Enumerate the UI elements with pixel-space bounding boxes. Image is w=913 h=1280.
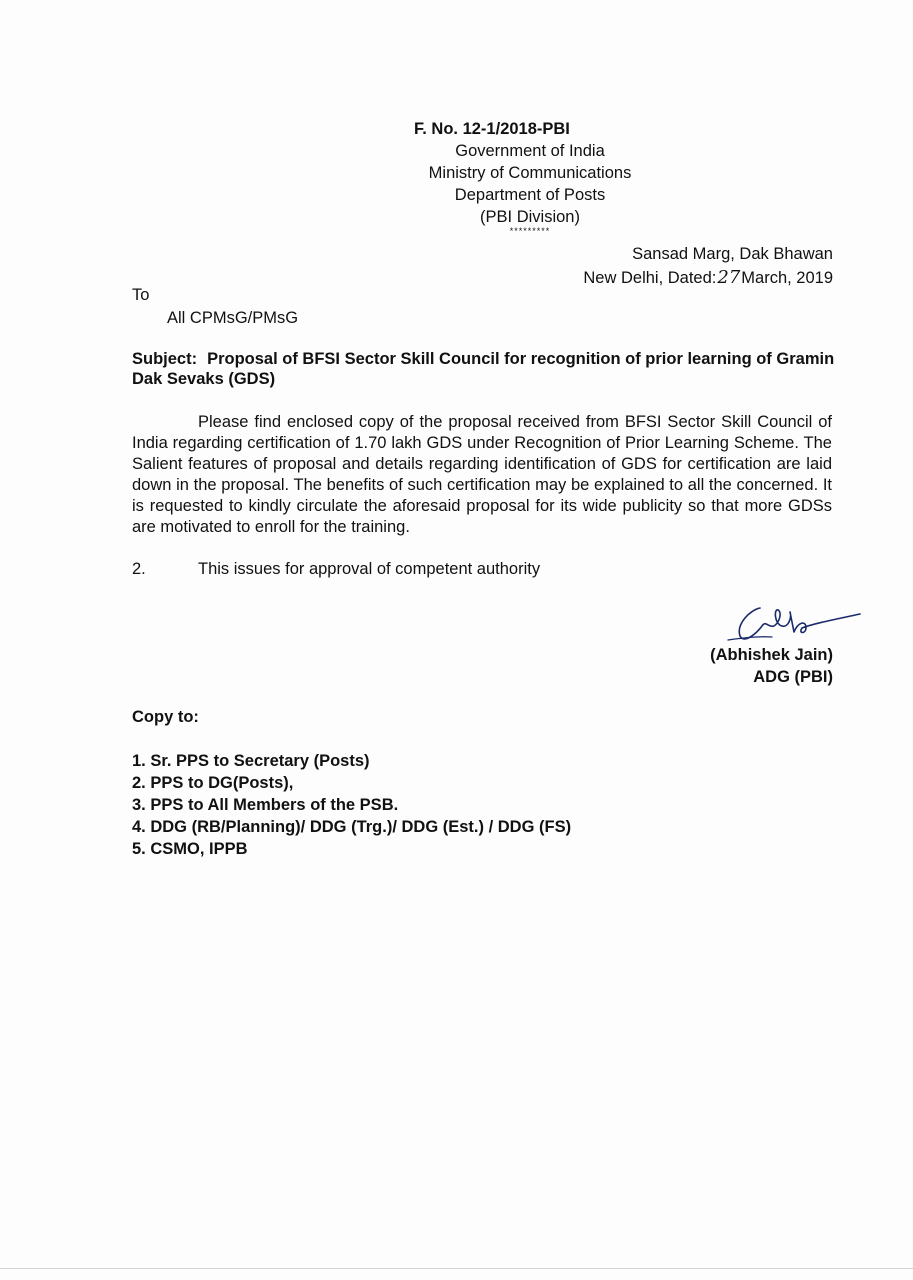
signatory-designation: ADG (PBI) — [753, 668, 833, 686]
handwritten-date-day: 27 — [717, 267, 741, 288]
body-paragraph-2 — [132, 560, 540, 579]
address-line: Sansad Marg, Dak Bhawan — [632, 245, 833, 263]
date-prefix: New Delhi, Dated: — [583, 269, 717, 287]
list-item: 3. PPS to All Members of the PSB. — [132, 796, 399, 814]
subject-text: Proposal of BFSI Sector Skill Council for recognition of prior learning of Gramin Dak Sevaks (GDS) — [132, 350, 835, 388]
header-government: Government of India — [455, 142, 605, 160]
signatory-block — [710, 644, 833, 688]
file-number: F. No. 12-1/2018-PBI — [414, 120, 570, 138]
copy-to-list — [132, 750, 571, 860]
signatory-name: (Abhishek Jain) — [710, 646, 833, 664]
list-item: 5. CSMO, IPPB — [132, 840, 248, 858]
header-division: (PBI Division) — [480, 208, 580, 226]
copy-to-label: Copy to: — [132, 708, 199, 726]
header-department: Department of Posts — [454, 186, 606, 204]
body-paragraph-1: Please find enclosed copy of the proposal received from BFSI Sector Skill Council of India regarding certification of 1.70 lakh GDS under Recognition of Prior Learning Scheme. The Salient features of proposal and details regarding identification of GDS for certification are laid down in the proposal. The benefits of such certification may be explained to all the concerned. It is requested to kindly circulate the aforesaid proposal for its wide publicity so that more GDSs are motivated to enroll for the training. — [132, 413, 832, 536]
paragraph-number: 2. — [132, 560, 146, 578]
subject-line — [132, 349, 837, 389]
header-ministry: Ministry of Communications — [428, 164, 632, 182]
to-recipient: All CPMsG/PMsG — [167, 309, 299, 327]
list-item: 4. DDG (RB/Planning)/ DDG (Trg.)/ DDG (Est.) / DDG (FS) — [132, 818, 572, 836]
handwritten-signature — [722, 598, 862, 648]
list-item: 2. PPS to DG(Posts), — [132, 774, 294, 792]
paragraph-2-text: This issues for approval of competent authority — [198, 560, 541, 578]
letter-header — [400, 118, 660, 236]
list-item: 1. Sr. PPS to Secretary (Posts) — [132, 752, 370, 770]
scan-edge-line — [0, 1268, 913, 1269]
subject-label: Subject: — [132, 350, 198, 368]
date-suffix: March, 2019 — [741, 269, 833, 287]
date-line — [583, 266, 833, 290]
place-and-date — [583, 243, 833, 290]
header-stars-divider: ********* — [509, 226, 551, 236]
to-label: To — [132, 286, 150, 304]
